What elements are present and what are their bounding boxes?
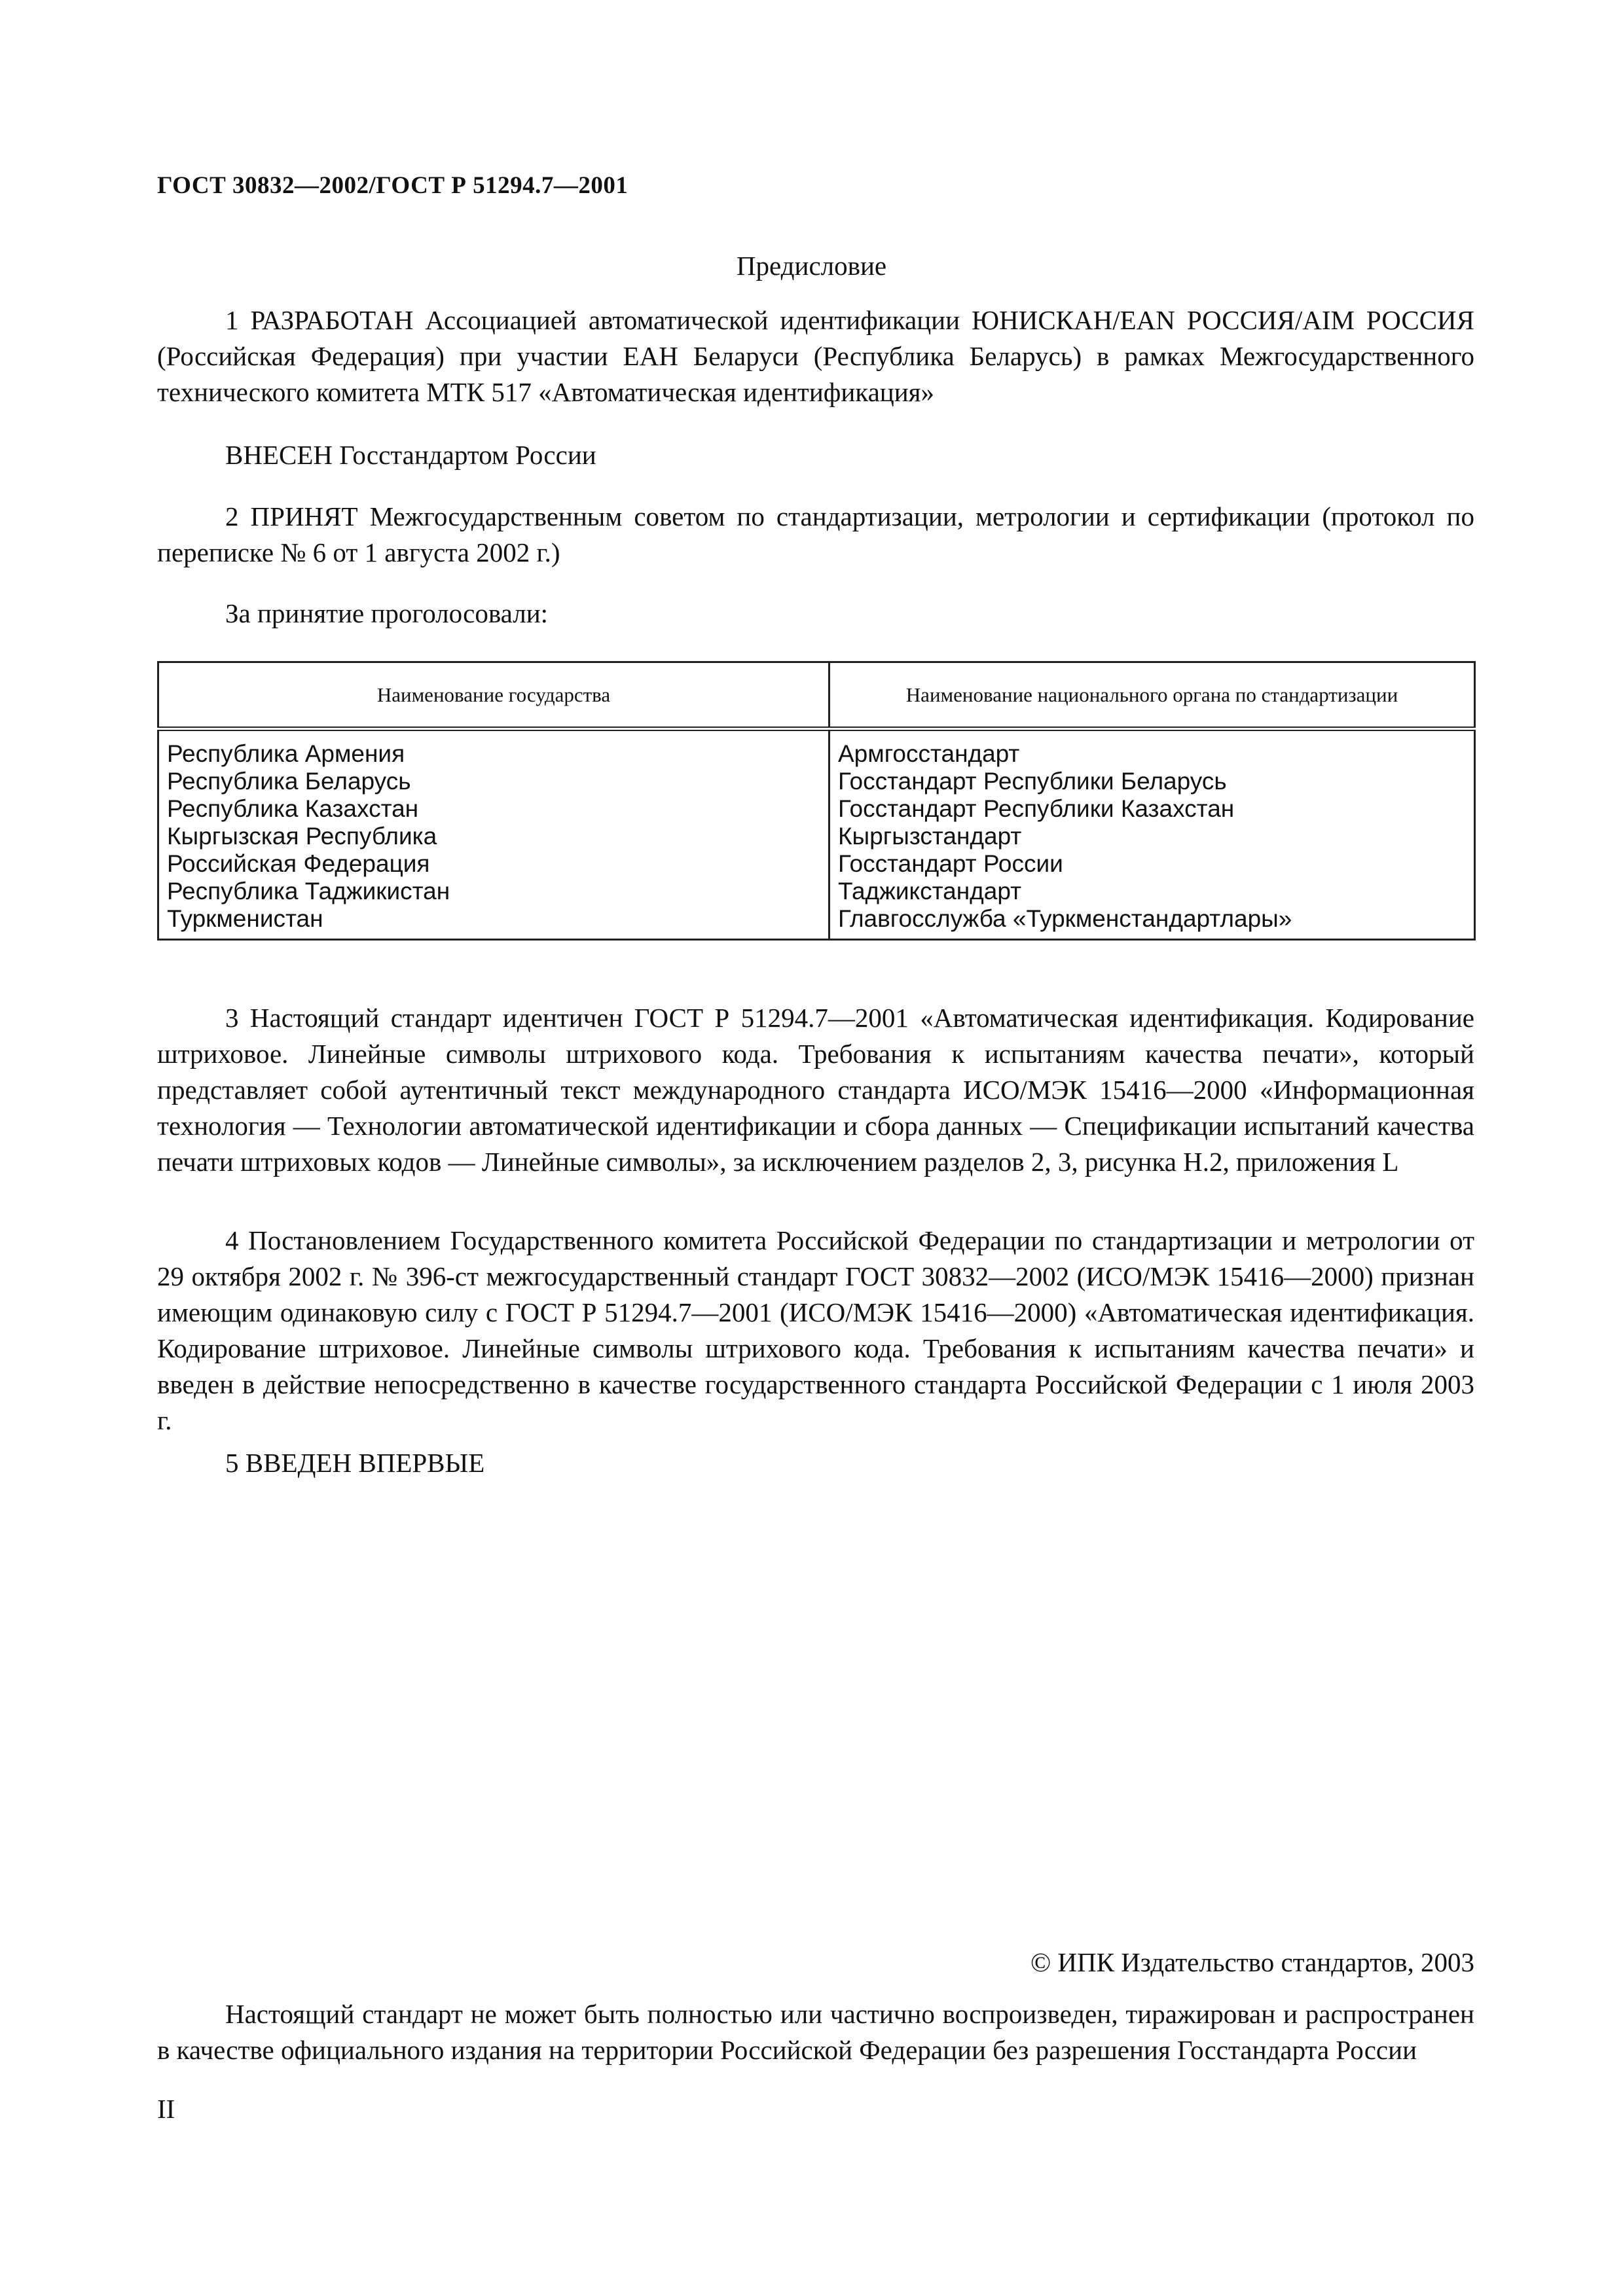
paragraph-2-adopted: 2 ПРИНЯТ Межгосударственным советом по стандартизации, метрологии и сертификации (протокол по переписке № 6 от 1 августа 2002 г.) — [157, 501, 1474, 567]
state-name: Республика Таджикистан — [167, 878, 450, 905]
paragraph-introduced: ВНЕСЕН Госстандартом России — [225, 440, 596, 470]
state-name: Республика Беларусь — [167, 768, 411, 795]
state-name: Республика Казахстан — [167, 795, 419, 822]
state-name: Кыргызская Республика — [167, 823, 437, 850]
table-row — [158, 729, 1475, 940]
paragraph-1-developed: 1 РАЗРАБОТАН Ассоциацией автоматической идентификации ЮНИСКАН/EAN РОССИЯ/AIM РОССИЯ (Российская Федерация) при участии ЕАН Беларуси (Республика Беларусь) в рамках Межгосударственного технического комитета МТК 517 «Автоматическая идентификация» — [157, 305, 1474, 407]
state-name: Республика Армения — [167, 740, 405, 767]
standards-body-name: Армгосстандарт — [838, 740, 1020, 767]
standards-body-name: Главгосслужба «Туркменстандартлары» — [838, 905, 1292, 932]
standards-body-name: Госстандарт Республики Беларусь — [838, 768, 1227, 795]
paragraph-5-first-introduced: 5 ВВЕДЕН ВПЕРВЫЕ — [225, 1448, 485, 1478]
standards-body-name: Таджикстандарт — [838, 878, 1022, 905]
standards-body-name: Кыргызстандарт — [838, 823, 1022, 850]
paragraph-voted: За принятие проголосовали: — [225, 598, 549, 628]
paragraph-3-identical: 3 Настоящий стандарт идентичен ГОСТ Р 51294.7—2001 «Автоматическая идентификация. Кодирование штриховое. Линейные символы штрихового кода. Требования к испытаниям качества печати», который представляет собой аутентичный текст международного стандарта ИСО/МЭК 15416—2000 «Информационная технология — Технологии автоматической идентификации и сбора данных — Спецификации испытаний качества печати штриховых кодов — Линейные символы», за исключением разделов 2, 3, рисунка Н.2, приложения L — [157, 1003, 1474, 1177]
voting-states-table — [157, 661, 1476, 941]
page-number: II — [157, 2094, 175, 2124]
table-header-row — [158, 662, 1475, 729]
standards-body-name: Госстандарт Республики Казахстан — [838, 795, 1235, 822]
paragraph-4-resolution: 4 Постановлением Государственного комитета Российской Федерации по стандартизации и метрологии от 29 октября 2002 г. № 396-ст межгосударственный стандарт ГОСТ 30832—2002 (ИСО/МЭК 15416—2000) признан имеющим одинаковую силу с ГОСТ Р 51294.7—2001 (ИСО/МЭК 15416—2000) «Автоматическая идентификация. Кодирование штриховое. Линейные символы штрихового кода. Требования к испытаниям качества печати» и введен в действие непосредственно в качестве государственного стандарта Российской Федерации с 1 июля 2003 г. — [157, 1225, 1474, 1435]
column-header-body: Наименование национального органа по стандартизации — [830, 662, 1475, 729]
bodies-cell — [830, 729, 1475, 940]
state-name: Туркменистан — [167, 905, 323, 932]
document-number: ГОСТ 30832—2002/ГОСТ Р 51294.7—2001 — [157, 172, 629, 199]
standards-body-name: Госстандарт России — [838, 850, 1063, 877]
states-cell — [158, 729, 830, 940]
state-name: Российская Федерация — [167, 850, 430, 877]
reproduction-notice: Настоящий стандарт не может быть полностью или частично воспроизведен, тиражирован и распространен в качестве официального издания на территории Российской Федерации без разрешения Госстандарта России — [157, 1999, 1474, 2065]
copyright-notice: © ИПК Издательство стандартов, 2003 — [1030, 1947, 1474, 1977]
foreword-title: Предисловие — [736, 251, 887, 281]
column-header-state: Наименование государства — [158, 662, 830, 729]
